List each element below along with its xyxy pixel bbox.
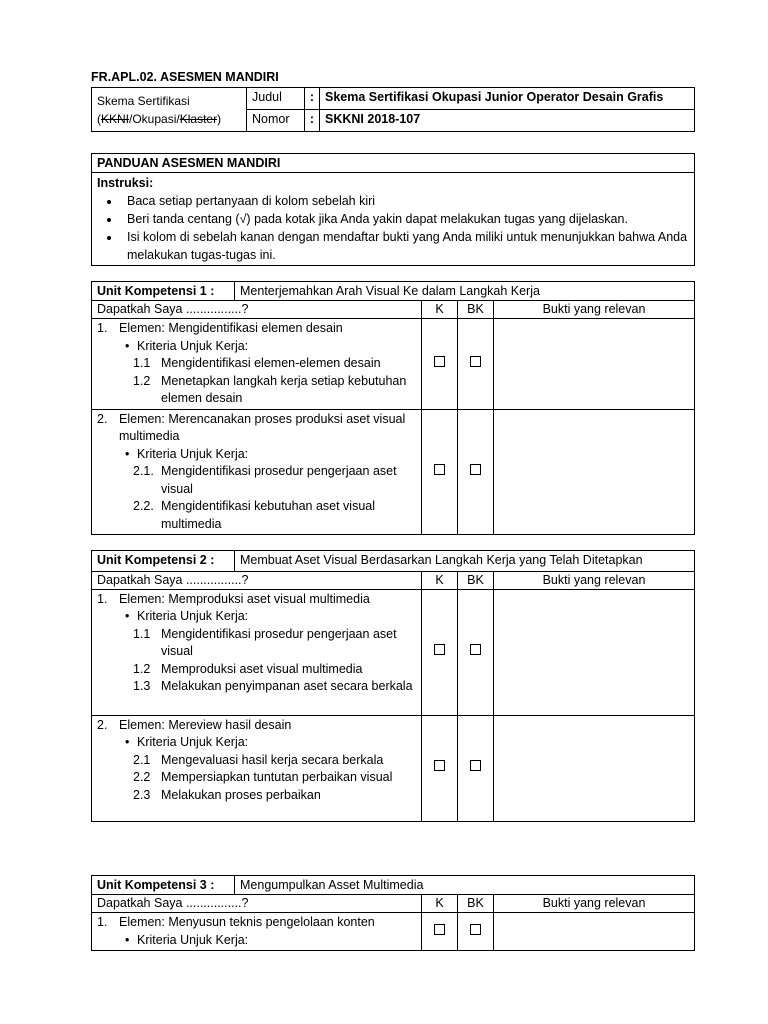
kuk-item: 1.3 Melakukan penyimpanan aset secara berkala <box>133 679 413 693</box>
skema-type-label: (KKNI/Okupasi/Klaster) <box>97 111 222 126</box>
bk-checkbox[interactable] <box>458 319 494 410</box>
kriteria-label: • Kriteria Unjuk Kerja: <box>125 446 249 461</box>
judul-colon: : <box>305 88 320 110</box>
bukti-cell[interactable] <box>494 715 695 821</box>
nomor-colon: : <box>305 110 320 132</box>
unit-title: Menterjemahkan Arah Visual Ke dalam Langkah Kerja <box>235 282 695 301</box>
bk-checkbox[interactable] <box>458 589 494 715</box>
panduan-body <box>92 173 695 266</box>
unit-label: Unit Kompetensi 2 : <box>92 551 235 572</box>
element-cell <box>92 409 422 535</box>
unit-table-3 <box>91 875 695 951</box>
kuk-item: 1.1 Mengidentifikasi elemen-elemen desain <box>133 356 381 370</box>
column-bukti: Bukti yang relevan <box>494 571 695 589</box>
nomor-value: SKKNI 2018-107 <box>320 110 695 132</box>
kuk-item: 2.2. Mengidentifikasi kebutuhan aset visual multimedia <box>133 499 376 531</box>
element-cell <box>92 589 422 715</box>
k-checkbox[interactable] <box>422 715 458 821</box>
instruksi-list <box>97 192 689 264</box>
document-title: FR.APL.02. ASESMEN MANDIRI <box>91 70 279 84</box>
bukti-cell[interactable] <box>494 913 695 951</box>
element-cell <box>92 913 422 951</box>
panduan-title: PANDUAN ASESMEN MANDIRI <box>92 154 695 173</box>
skema-table <box>91 87 695 132</box>
unit-label: Unit Kompetensi 3 : <box>92 876 235 895</box>
kuk-item: 2.2 Mempersiapkan tuntutan perbaikan visual <box>133 770 393 784</box>
k-checkbox[interactable] <box>422 913 458 951</box>
bk-checkbox[interactable] <box>458 913 494 951</box>
kriteria-label: • Kriteria Unjuk Kerja: <box>125 609 249 623</box>
element-heading: 1. Elemen: Memproduksi aset visual multimedia <box>97 591 370 606</box>
kuk-item: 1.1 Mengidentifikasi prosedur pengerjaan aset visual <box>133 626 397 658</box>
bukti-cell[interactable] <box>494 319 695 410</box>
element-heading: 2. Elemen: Merencanakan proses produksi aset visual multimedia <box>97 411 406 443</box>
kuk-item: 2.1. Mengidentifikasi prosedur pengerjaan aset visual <box>133 464 397 496</box>
instruksi-label: Instruksi: <box>97 176 154 190</box>
column-question: Dapatkah Saya ................? <box>92 895 422 913</box>
bk-checkbox[interactable] <box>458 715 494 821</box>
column-bukti: Bukti yang relevan <box>494 301 695 319</box>
kriteria-label: • Kriteria Unjuk Kerja: <box>125 932 249 947</box>
judul-label: Judul <box>247 88 305 110</box>
kuk-item: 2.3 Melakukan proses perbaikan <box>133 787 321 802</box>
k-checkbox[interactable] <box>422 409 458 535</box>
bukti-cell[interactable] <box>494 409 695 535</box>
kriteria-label: • Kriteria Unjuk Kerja: <box>125 338 249 353</box>
unit-title: Membuat Aset Visual Berdasarkan Langkah Kerja yang Telah Ditetapkan <box>235 551 695 572</box>
element-heading: 1. Elemen: Menyusun teknis pengelolaan konten <box>97 915 375 929</box>
column-k: K <box>422 895 458 913</box>
kuk-item: 1.2 Menetapkan langkah kerja setiap kebutuhan elemen desain <box>133 373 407 405</box>
panduan-table <box>91 153 695 266</box>
kuk-item: 1.2 Memproduksi aset visual multimedia <box>133 661 363 676</box>
element-cell <box>92 319 422 410</box>
judul-value: Skema Sertifikasi Okupasi Junior Operator Desain Grafis <box>320 88 695 110</box>
k-checkbox[interactable] <box>422 319 458 410</box>
instruksi-item: • Beri tanda centang (√) pada kotak jika Anda yakin dapat melakukan tugas yang dijelaskan. <box>121 210 689 228</box>
skema-label: Skema Sertifikasi <box>97 93 190 108</box>
k-checkbox[interactable] <box>422 589 458 715</box>
skema-label-cell <box>92 88 247 132</box>
unit-title: Mengumpulkan Asset Multimedia <box>235 876 695 895</box>
column-bk: BK <box>458 895 494 913</box>
column-question: Dapatkah Saya ................? <box>92 571 422 589</box>
element-heading: 2. Elemen: Mereview hasil desain <box>97 717 292 732</box>
column-k: K <box>422 571 458 589</box>
element-cell <box>92 715 422 821</box>
bukti-cell[interactable] <box>494 589 695 715</box>
element-heading: 1. Elemen: Mengidentifikasi elemen desain <box>97 321 343 335</box>
kuk-item: 2.1 Mengevaluasi hasil kerja secara berkala <box>133 752 384 767</box>
unit-label: Unit Kompetensi 1 : <box>92 282 235 301</box>
column-bk: BK <box>458 571 494 589</box>
column-bk: BK <box>458 301 494 319</box>
unit-table-2 <box>91 550 695 822</box>
nomor-label: Nomor <box>247 110 305 132</box>
instruksi-item: • Isi kolom di sebelah kanan dengan mendaftar bukti yang Anda miliki untuk menunjukkan bahwa Anda melakukan tugas-tugas ini. <box>121 228 689 264</box>
column-question: Dapatkah Saya ................? <box>92 301 422 319</box>
instruksi-item: • Baca setiap pertanyaan di kolom sebelah kiri <box>121 192 689 210</box>
column-bukti: Bukti yang relevan <box>494 895 695 913</box>
unit-table-1 <box>91 281 695 535</box>
kriteria-label: • Kriteria Unjuk Kerja: <box>125 735 249 749</box>
bk-checkbox[interactable] <box>458 409 494 535</box>
column-k: K <box>422 301 458 319</box>
